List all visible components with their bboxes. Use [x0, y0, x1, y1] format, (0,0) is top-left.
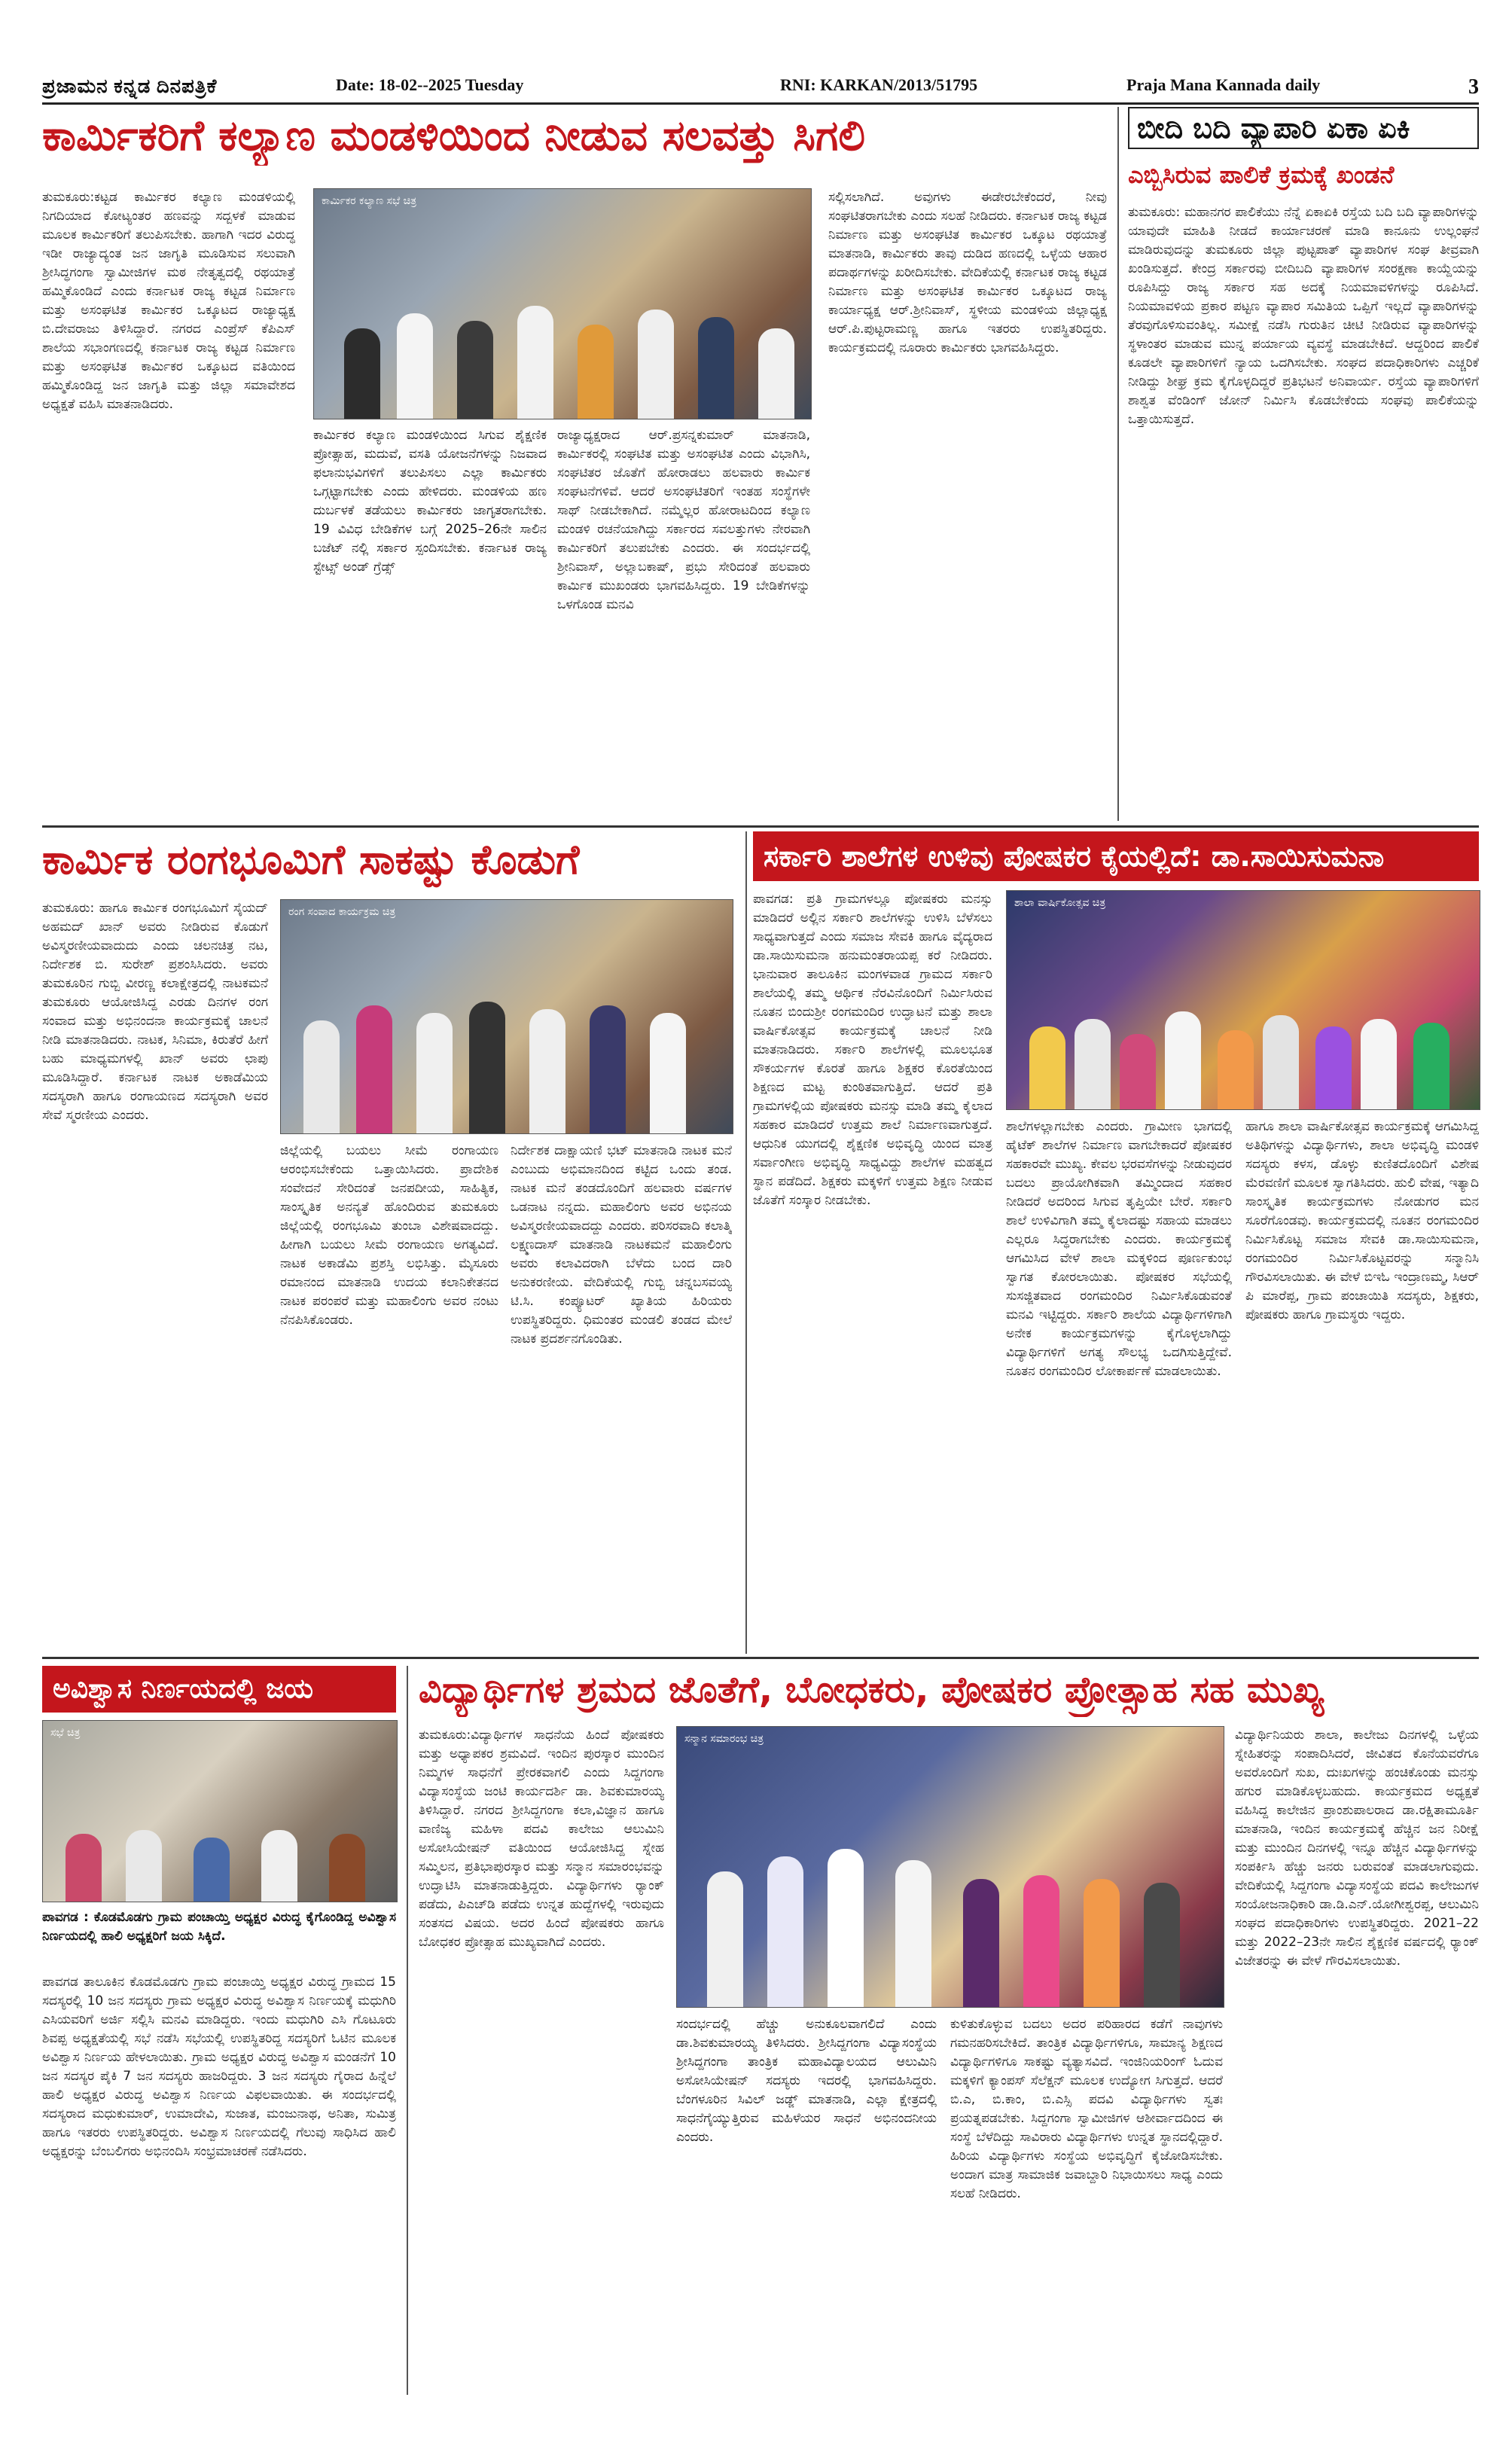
section-divider — [42, 825, 1479, 828]
story3-photo-label: ರಂಗ ಸಂವಾದ ಕಾರ್ಯಕ್ರಮ ಚಿತ್ರ — [288, 906, 396, 918]
column-divider — [745, 831, 747, 1654]
story1-photo-label: ಕಾರ್ಮಿಕರ ಕಲ್ಯಾಣ ಸಭೆ ಚಿತ್ರ — [322, 195, 417, 207]
story1-column-3: ರಾಜ್ಯಾಧ್ಯಕ್ಷರಾದ ಆರ್.ಪ್ರಸನ್ನಕುಮಾರ್ ಮಾತನಾಡಿ, ಕಾರ್ಮಿಕರಲ್ಲಿ ಸಂಘಟಿತ ಮತ್ತು ಅಸಂಘಟಿತ ಎಂದು ವಿಭಾಗಿಸಿ, ಸಂಘಟಿತರ ಜೊತೆಗೆ ಹೋರಾಡಲು ಹಲವಾರು ಕಾರ್ಮಿಕ ಸಂಘಟನೆಗಳಿವೆ. ಆದರೆ ಅಸಂಘಟಿತರಿಗೆ ಇಂತಹ ಸಂಸ್ಥೆಗಳೇ ಸಾಥ್ ನೀಡಬೇಕಾಗಿದೆ. ನಮ್ಮೆಲ್ಲರ ಹೋರಾಟದಿಂದ ಕಲ್ಯಾಣ ಮಂಡಳಿ ರಚನೆಯಾಗಿದ್ದು ಸರ್ಕಾರದ ಸವಲತ್ತುಗಳು ನೇರವಾಗಿ ಕಾರ್ಮಿಕರಿಗೆ ತಲುಪಬೇಕು ಎಂದರು. ಈ ಸಂದರ್ಭದಲ್ಲಿ ಶ್ರೀನಿವಾಸ್, ಅಲ್ಲಾಬಕಾಷ್, ಪ್ರಭು ಸೇರಿದಂತೆ ಹಲವಾರು ಕಾರ್ಮಿಕ ಮುಖಂಡರು ಭಾಗವಹಿಸಿದ್ದರು. 19 ಬೇಡಿಕೆಗಳನ್ನು ಒಳಗೊಂಡ ಮನವಿ — [557, 428, 810, 612]
story4-column-2: ಶಾಲೆಗಳಲ್ಲಾಗಬೇಕು ಎಂದರು. ಗ್ರಾಮೀಣ ಭಾಗದಲ್ಲಿ ಹೈಟೆಕ್ ಶಾಲೆಗಳ ನಿರ್ಮಾಣ ವಾಗಬೇಕಾದರೆ ಪೋಷಕರ ಸಹಕಾರವೇ ಮುಖ್ಯ. ಕೇವಲ ಭರವಸೆಗಳನ್ನು ನೀಡುವುದರ ಬದಲು ಪ್ರಾಯೋಗಿಕವಾಗಿ ತಮ್ಮಿಂದಾದ ಸಹಕಾರ ನೀಡಿದರೆ ಅದರಿಂದ ಸಿಗುವ ತೃಪ್ತಿಯೇ ಬೇರೆ. ಸರ್ಕಾರಿ ಶಾಲೆ ಉಳಿವಿಗಾಗಿ ತಮ್ಮ ಕೈಲಾದಷ್ಟು ಸಹಾಯ ಮಾಡಲು ಎಲ್ಲರೂ ಸಿದ್ಧರಾಗಬೇಕು ಎಂದರು. ಕಾರ್ಯಕ್ರಮಕ್ಕೆ ಆಗಮಿಸಿದ ವೇಳೆ ಶಾಲಾ ಮಕ್ಕಳಿಂದ ಪೂರ್ಣಕುಂಭ ಸ್ವಾಗತ ಕೋರಲಾಯಿತು. ಪೋಷಕರ ಸಭೆಯಲ್ಲಿ ಸುಸಜ್ಜಿತವಾದ ರಂಗಮಂದಿರ ನಿರ್ಮಿಸಿಕೊಡುವಂತೆ ಮನವಿ ಇಟ್ಟಿದ್ದರು. ಸರ್ಕಾರಿ ಶಾಲೆಯ ವಿದ್ಯಾರ್ಥಿಗಳಿಗಾಗಿ ಅನೇಕ ಕಾರ್ಯಕ್ರಮಗಳನ್ನು ಕೈಗೊಳ್ಳಲಾಗಿದ್ದು ವಿದ್ಯಾರ್ಥಿಗಳಿಗೆ ಅಗತ್ಯ ಸೌಲಭ್ಯ ಒದಗಿಸುತ್ತಿದ್ದೇವೆ. ನೂತನ ರಂಗಮಂದಿರ ಲೋಕಾರ್ಪಣೆ ಮಾಡಲಾಯಿತು. — [1006, 1119, 1232, 1379]
paper-name: Praja Mana Kannada daily — [1126, 75, 1321, 94]
story3-column-1: ತುಮಕೂರು: ಹಾಗೂ ಕಾರ್ಮಿಕ ರಂಗಭೂಮಿಗೆ ಸೈಯದ್ ಅಹಮದ್ ಖಾನ್ ಅವರು ನೀಡಿರುವ ಕೊಡುಗೆ ಅವಿಸ್ಮರಣೀಯವಾದುದು ಎಂದು ಚಲನಚಿತ್ರ ನಟ, ನಿರ್ದೇಶಕ ಬಿ. ಸುರೇಶ್ ಪ್ರಶಂಸಿಸಿದರು. ಅವರು ತುಮಕೂರಿನ ಗುಬ್ಬಿ ವೀರಣ್ಣ ಕಲಾಕ್ಷೇತ್ರದಲ್ಲಿ ನಾಟಕಮನೆ ತುಮಕೂರು ಆಯೋಜಿಸಿದ್ದ ಎರಡು ದಿನಗಳ ರಂಗ ಸಂವಾದ ಮತ್ತು ಅಭಿನಂದನಾ ಕಾರ್ಯಕ್ರಮಕ್ಕೆ ಚಾಲನೆ ನೀಡಿ ಮಾತನಾಡಿದರು. ನಾಟಕ, ಸಿನಿಮಾ, ಕಿರುತೆರೆ ಹೀಗೆ ಬಹು ಮಾಧ್ಯಮಗಳಲ್ಲಿ ಖಾನ್ ಅವರು ಛಾಪು ಮೂಡಿಸಿದ್ದಾರೆ. ಕರ್ನಾಟಕ ನಾಟಕ ಅಕಾಡೆಮಿಯ ಸದಸ್ಯರಾಗಿ ಹಾಗೂ ರಂಗಾಯಣದ ಸದಸ್ಯರಾಗಿ ಅವರ ಸೇವೆ ಸ್ಮರಣೀಯ ಎಂದರು. — [42, 901, 268, 1123]
column-divider — [407, 1666, 408, 2395]
story5-photo-caption: ಪಾವಗಡ : ಕೊಡಮೊಡಗು ಗ್ರಾಮ ಪಂಚಾಯ್ತಿ ಅಧ್ಯಕ್ಷರ ವಿರುದ್ಧ ಕೈಗೊಂಡಿದ್ದ ಅವಿಶ್ವಾಸ ನಿರ್ಣಯದಲ್ಲಿ ಹಾಲಿ ಅಧ್ಯಕ್ಷರಿಗೆ ಜಯ ಸಿಕ್ಕಿದೆ. — [42, 1910, 396, 1944]
story2-kicker: ಬೀದಿ ಬದಿ ವ್ಯಾಪಾರಿ ಏಕಾ ಏಕಿ — [1128, 107, 1479, 149]
section-divider — [42, 1657, 1479, 1659]
story3-column-2: ಜಿಲ್ಲೆಯಲ್ಲಿ ಬಯಲು ಸೀಮೆ ರಂಗಾಯಣ ಆರಂಭಿಸಬೇಕೆಂದು ಒತ್ತಾಯಿಸಿದರು. ಪ್ರಾದೇಶಿಕ ಸಂವೇದನೆ ಸೇರಿದಂತೆ ಜನಪದೀಯ, ಸಾಹಿತ್ಯಿಕ, ಸಾಂಸ್ಕೃತಿಕ ಅನನ್ಯತೆ ಹೊಂದಿರುವ ತುಮಕೂರು ಜಿಲ್ಲೆಯಲ್ಲಿ ರಂಗಭೂಮಿ ತುಂಬಾ ವಿಶೇಷವಾದದ್ದು. ಹೀಗಾಗಿ ಬಯಲು ಸೀಮೆ ರಂಗಾಯಣ ಅಗತ್ಯವಿದೆ. ನಾಟಕ ಅಕಾಡೆಮಿ ಪ್ರಶಸ್ತಿ ಲಭಿಸಿತ್ತು. ಮೈಸೂರು ರಮಾನಂದ ಮಾತನಾಡಿ ಉದಯ ಕಲಾನಿಕೇತನದ ನಾಟಕ ಪರಂಪರೆ ಮತ್ತು ಮಹಾಲಿಂಗು ಅವರ ನಂಟು ನೆನಪಿಸಿಕೊಂಡರು. — [280, 1143, 498, 1328]
story4-photo — [1006, 890, 1480, 1110]
story1-photo — [313, 188, 812, 419]
story4-column-3: ಹಾಗೂ ಶಾಲಾ ವಾರ್ಷಿಕೋತ್ಸವ ಕಾರ್ಯಕ್ರಮಕ್ಕೆ ಆಗಮಿಸಿದ್ದ ಅತಿಥಿಗಳನ್ನು ವಿದ್ಯಾರ್ಥಿಗಳು, ಶಾಲಾ ಅಭಿವೃದ್ಧಿ ಮಂಡಳಿ ಸದಸ್ಯರು ಕಳಸ, ಡೊಳ್ಳು ಕುಣಿತದೊಂದಿಗೆ ವಿಶೇಷ ಮೆರವಣಿಗೆ ಮೂಲಕ ಸ್ವಾಗತಿಸಿದರು. ಹುಲಿ ವೇಷ, ಇತ್ಯಾದಿ ಸಾಂಸ್ಕೃತಿಕ ಕಾರ್ಯಕ್ರಮಗಳು ನೋಡುಗರ ಮನ ಸೂರೆಗೊಂಡವು. ಕಾರ್ಯಕ್ರಮದಲ್ಲಿ ನೂತನ ರಂಗಮಂದಿರ ನಿರ್ಮಿಸಿಕೊಟ್ಟ ಸಮಾಜ ಸೇವಕಿ ಡಾ.ಸಾಯಿಸುಮನಾ, ರಂಗಮಂದಿರ ನಿರ್ಮಿಸಿಕೊಟ್ಟವರನ್ನು ಸನ್ಮಾನಿಸಿ ಗೌರವಿಸಲಾಯಿತು. ಈ ವೇಳೆ ಬಿಇಓ ಇಂದ್ರಾಣಮ್ಮ, ಸಿಆರ್ ಪಿ ಮಾರೆಪ್ಪ, ಗ್ರಾಮ ಪಂಚಾಯಿತಿ ಸದಸ್ಯರು, ಶಿಕ್ಷಕರು, ಪೋಷಕರು ಹಾಗೂ ಗ್ರಾಮಸ್ಥರು ಇದ್ದರು. — [1245, 1119, 1479, 1322]
story6-column-1: ತುಮಕೂರು:ವಿದ್ಯಾರ್ಥಿಗಳ ಸಾಧನೆಯ ಹಿಂದೆ ಪೋಷಕರು ಮತ್ತು ಅಧ್ಯಾಪಕರ ಶ್ರಮವಿದೆ. ಇಂದಿನ ಪುರಸ್ಕಾರ ಮುಂದಿನ ನಿಮ್ಮಗಳ ಸಾಧನೆಗೆ ಪ್ರೇರಕವಾಗಲಿ ಎಂದು ಸಿದ್ದಗಂಗಾ ವಿದ್ಯಾಸಂಸ್ಥೆಯ ಜಂಟಿ ಕಾರ್ಯದರ್ಶಿ ಡಾ. ಶಿವಕುಮಾರಯ್ಯ ತಿಳಿಸಿದ್ದಾರೆ. ನಗರದ ಶ್ರೀಸಿದ್ದಗಂಗಾ ಕಲಾ,ವಿಜ್ಞಾನ ಹಾಗೂ ವಾಣಿಜ್ಯ ಮಹಿಳಾ ಪದವಿ ಕಾಲೇಜು ಆಲುಮಿನಿ ಅಸೋಸಿಯೇಷನ್ ವತಿಯಿಂದ ಆಯೋಜಿಸಿದ್ದ ಸ್ನೇಹ ಸಮ್ಮಿಲನ, ಪ್ರತಿಭಾಪುರಸ್ಕಾರ ಮತ್ತು ಸನ್ಮಾನ ಸಮಾರಂಭವನ್ನು ಉದ್ಘಾಟಿಸಿ ಮಾತನಾಡುತ್ತಿದ್ದರು. ವಿದ್ಯಾರ್ಥಿಗಳು ರ್‍ಯಾಂಕ್ ಪಡೆದು, ಪಿಎಚ್‌ಡಿ ಪಡೆದು ಉನ್ನತ ಹುದ್ದೆಗಳಲ್ಲಿ ಇರುವುದು ಸಂತಸದ ವಿಷಯ. ಅದರ ಹಿಂದೆ ಪೋಷಕರು ಹಾಗೂ ಬೋಧಕರ ಪ್ರೋತ್ಸಾಹ ಮುಖ್ಯವಾಗಿದೆ ಎಂದರು. — [419, 1728, 664, 1950]
column-divider — [1117, 107, 1119, 821]
story6-headline: ವಿದ್ಯಾರ್ಥಿಗಳ ಶ್ರಮದ ಜೊತೆಗೆ, ಬೋಧಕರು, ಪೋಷಕರ ಪ್ರೋತ್ಸಾಹ ಸಹ ಮುಖ್ಯ — [419, 1669, 1325, 1711]
story3-headline: ಕಾರ್ಮಿಕ ರಂಗಭೂಮಿಗೆ ಸಾಕಷ್ಟು ಕೊಡುಗೆ — [42, 836, 580, 883]
story5-body: ಪಾವಗಡ ತಾಲೂಕಿನ ಕೊಡಮೊಡಗು ಗ್ರಾಮ ಪಂಚಾಯ್ತಿ ಅಧ್ಯಕ್ಷರ ವಿರುದ್ಧ ಗ್ರಾಮದ 15 ಸದಸ್ಯರಲ್ಲಿ 10 ಜನ ಸದಸ್ಯರು ಗ್ರಾಮ ಅಧ್ಯಕ್ಷರ ವಿರುದ್ಧ ಅವಿಶ್ವಾಸ ನಿರ್ಣಯಕ್ಕೆ ಮಧುಗಿರಿ ಎಸಿಯವರಿಗೆ ಅರ್ಜಿ ಸಲ್ಲಿಸಿ ಮನವಿ ಮಾಡಿದ್ದರು. ಇಂದು ಮಧುಗಿರಿ ಎಸಿ ಗೊಟೂರು ಶಿವಪ್ಪ ಅಧ್ಯಕ್ಷತೆಯಲ್ಲಿ ಸಭೆ ನಡೆಸಿ ಸಭೆಯಲ್ಲಿ ಉಪಸ್ಥಿತರಿದ್ದ ಸದಸ್ಯರಿಗೆ ಓಟಿನ ಮೂಲಕ ಅವಿಶ್ವಾಸ ನಿರ್ಣಯ ಹೇಳಲಾಯಿತು. ಗ್ರಾಮ ಅಧ್ಯಕ್ಷರ ವಿರುದ್ಧ ಅವಿಶ್ವಾಸ ಮಂಡನೆಗೆ 10 ಜನ ಸದಸ್ಯರ ಪೈಕಿ 7 ಜನ ಸದಸ್ಯರು ಹಾಜರಿದ್ದರು. 3 ಜನ ಸದಸ್ಯರು ಗೈರಾದ ಹಿನ್ನೆಲೆ ಹಾಲಿ ಅಧ್ಯಕ್ಷರ ವಿರುದ್ಧ ಅವಿಶ್ವಾಸ ನಿರ್ಣಯ ವಿಫಲವಾಯಿತು. ಈ ಸಂದರ್ಭದಲ್ಲಿ ಸದಸ್ಯರಾದ ಮಧುಕುಮಾರ್, ಉಮಾದೇವಿ, ಸುಜಾತ, ಮಂಜುನಾಥ, ಅನಿತಾ, ಸುಮಿತ್ರ ಹಾಗೂ ಇತರರು ಉಪಸ್ಥಿತರಿದ್ದರು. ಅವಿಶ್ವಾಸ ನಿರ್ಣಯದಲ್ಲಿ ಗೆಲುವು ಸಾಧಿಸಿದ ಹಾಲಿ ಅಧ್ಯಕ್ಷರನ್ನು ಬೆಂಬಲಿಗರು ಅಭಿನಂದಿಸಿ ಸಂಭ್ರಮಾಚರಣೆ ನಡೆಸಿದರು. — [42, 1975, 396, 2159]
story1-photo-caption: ಕಾರ್ಮಿಕರ ಕಲ್ಯಾಣ ಮಂಡಳಿಯಿಂದ ಸಿಗುವ ಶೈಕ್ಷಣಿಕ ಪ್ರೋತ್ಸಾಹ, ಮದುವೆ, ವಸತಿ ಯೋಜನೆಗಳನ್ನು ನಿಜವಾದ ಫಲಾನುಭವಿಗಳಿಗೆ ತಲುಪಿಸಲು ಎಲ್ಲಾ ಕಾರ್ಮಿಕರು ಒಗ್ಗಟ್ಟಾಗಬೇಕು ಎಂದು ಹೇಳಿದರು. ಮಂಡಳಿಯ ಹಣ ದುರ್ಬಳಕೆ ತಡೆಯಲು ಕಾರ್ಮಿಕರು ಜಾಗೃತರಾಗಬೇಕು. 19 ವಿವಿಧ ಬೇಡಿಕೆಗಳ ಬಗ್ಗೆ 2025–26ನೇ ಸಾಲಿನ ಬಜೆಟ್ ನಲ್ಲಿ ಸರ್ಕಾರ ಸ್ಪಂದಿಸಬೇಕು. ಕರ್ನಾಟಕ ರಾಜ್ಯ ಸ್ಟೇಟ್ಸ್ ಅಂಡ್ ಗ್ರೆಡ್ಸ್ — [313, 428, 547, 575]
story2-body: ತುಮಕೂರು: ಮಹಾನಗರ ಪಾಲಿಕೆಯು ನೆನ್ನೆ ಏಕಾಏಕಿ ರಸ್ತೆಯ ಬದಿ ಬದಿ ವ್ಯಾಪಾರಿಗಳನ್ನು ಯಾವುದೇ ಮಾಹಿತಿ ನೀಡದೆ ಕಾರ್ಯಾಚರಣೆ ಮಾಡಿ ಕಾನೂನು ಉಲ್ಲಂಘನೆ ಮಾಡಿರುವುದನ್ನು ತುಮಕೂರು ಜಿಲ್ಲಾ ಪುಟ್ಟಪಾತ್ ವ್ಯಾಪಾರಿಗಳ ಸಂಘ ತೀವ್ರವಾಗಿ ಖಂಡಿಸುತ್ತದೆ. ಕೇಂದ್ರ ಸರ್ಕಾರವು ಬೀದಿಬದಿ ವ್ಯಾಪಾರಿಗಳ ಸಂರಕ್ಷಣಾ ಕಾಯ್ದೆಯನ್ನು ರೂಪಿಸಿದ್ದು ರಾಜ್ಯ ಸರ್ಕಾರ ಸಹ ಅದಕ್ಕೆ ನಿಯಮಾವಳಿಗಳನ್ನು ರೂಪಿಸಿದೆ. ನಿಯಮಾವಳಿಯ ಪ್ರಕಾರ ಪಟ್ಟಣ ವ್ಯಾಪಾರ ಸಮಿತಿಯ ಒಪ್ಪಿಗೆ ಇಲ್ಲದೆ ವ್ಯಾಪಾರಿಗಳನ್ನು ತೆರವುಗೊಳಿಸುವಂತಿಲ್ಲ. ಸಮೀಕ್ಷೆ ನಡೆಸಿ ಗುರುತಿನ ಚೀಟಿ ನೀಡಿರುವ ವ್ಯಾಪಾರಿಗಳನ್ನು ಸ್ಥಳಾಂತರ ಮಾಡುವ ಮುನ್ನ ಪರ್ಯಾಯ ವ್ಯವಸ್ಥೆ ಮಾಡಬೇಕಿದೆ. ಆದ್ದರಿಂದ ಪಾಲಿಕೆ ಕೂಡಲೇ ವ್ಯಾಪಾರಿಗಳಿಗೆ ನ್ಯಾಯ ಒದಗಿಸಬೇಕು. ಸಂಘದ ಪದಾಧಿಕಾರಿಗಳು ಎಚ್ಚರಿಕೆ ನೀಡಿದ್ದು ಶೀಘ್ರ ಕ್ರಮ ಕೈಗೊಳ್ಳದಿದ್ದರೆ ಪ್ರತಿಭಟನೆ ಅನಿವಾರ್ಯ. ರಸ್ತೆಯ ವ್ಯಾಪಾರಿಗಳಿಗೆ ಶಾಶ್ವತ ವೆಂಡಿಂಗ್ ಜೋನ್ ನಿರ್ಮಿಸಿ ಕೊಡಬೇಕೆಂದು ಸಂಘವು ಪಾಲಿಕೆಯನ್ನು ಒತ್ತಾಯಿಸುತ್ತದೆ. — [1128, 205, 1479, 427]
story6-photo — [676, 1726, 1224, 2008]
story2-headline: ಎಬ್ಬಿಸಿರುವ ಪಾಲಿಕೆ ಕ್ರಮಕ್ಕೆ ಖಂಡನೆ — [1128, 160, 1395, 189]
newspaper-logo: ಪ್ರಜಾಮನ ಕನ್ನಡ ದಿನಪತ್ರಿಕೆ — [42, 75, 218, 97]
masthead — [42, 72, 1479, 105]
story4-headline: ಸರ್ಕಾರಿ ಶಾಲೆಗಳ ಉಳಿವು ಪೋಷಕರ ಕೈಯಲ್ಲಿದೆ: ಡಾ.ಸಾಯಿಸುಮನಾ — [753, 831, 1479, 881]
story3-column-3: ನಿರ್ದೇಶಕ ದಾಕ್ಷಾಯಣಿ ಭಟ್ ಮಾತನಾಡಿ ನಾಟಕ ಮನೆ ಎಂಬುದು ಅಭಿಮಾನದಿಂದ ಕಟ್ಟಿದ ಒಂದು ತಂಡ. ನಾಟಕ ಮನೆ ತಂಡದೊಂದಿಗೆ ಹಲವಾರು ವರ್ಷಗಳ ಒಡನಾಟ ನನ್ನದು. ಮಹಾಲಿಂಗು ಅವರ ಅಭಿನಯ ಅವಿಸ್ಮರಣೀಯವಾದದ್ದು ಎಂದರು. ಪರಿಸರವಾದಿ ಕಲಾತ್ಮಿ ಲಕ್ಷ್ಮಣದಾಸ್ ಮಾತನಾಡಿ ನಾಟಕಮನೆ ಮಹಾಲಿಂಗು ಅವರು ಕಲಾವಿದರಾಗಿ ಬೆಳೆದು ಬಂದ ದಾರಿ ಅನುಕರಣೀಯ. ವೇದಿಕೆಯಲ್ಲಿ ಗುಬ್ಬಿ ಚನ್ನಬಸವಯ್ಯ ಟಿ.ಸಿ. ಕಂಪ್ಯೂಟರ್ ಖ್ಯಾತಿಯ ಹಿರಿಯರು ಉಪಸ್ಥಿತರಿದ್ದರು. ಧಿಮಂತರ ಮಂಡಲಿ ತಂಡದ ಮೇಲೆ ನಾಟಕ ಪ್ರದರ್ಶನಗೊಂಡಿತು. — [511, 1143, 732, 1347]
story1-column-4: ಸಲ್ಲಿಸಲಾಗಿದೆ. ಅವುಗಳು ಈಡೇರಬೇಕೆಂದರೆ, ನೀವು ಸಂಘಟಿತರಾಗಬೇಕು ಎಂದು ಸಲಹೆ ನೀಡಿದರು. ಕರ್ನಾಟಕ ರಾಜ್ಯ ಕಟ್ಟಡ ನಿರ್ಮಾಣ ಮತ್ತು ಅಸಂಘಟಿತ ಕಾರ್ಮಿಕರ ಒಕ್ಕೂಟ ರಥಯಾತ್ರೆ ಮಾತನಾಡಿ, ಕಾರ್ಮಿಕರು ತಾವು ದುಡಿದ ಹಣದಲ್ಲಿ ಒಳ್ಳೆಯ ಆಹಾರ ಪದಾರ್ಥಗಳನ್ನು ಖರೀದಿಸಬೇಕು. ವೇದಿಕೆಯಲ್ಲಿ ಕರ್ನಾಟಕ ರಾಜ್ಯ ಕಟ್ಟಡ ನಿರ್ಮಾಣ ಮತ್ತು ಅಸಂಘಟಿತ ಕಾರ್ಮಿಕರ ಒಕ್ಕೂಟದ ರಾಜ್ಯ ಕಾರ್ಯಾಧ್ಯಕ್ಷ ಆರ್.ಶ್ರೀನಿವಾಸ್, ಸ್ಥಳೀಯ ಮಂಡಳಿಯ ಜಿಲ್ಲಾಧ್ಯಕ್ಷ ಆರ್.ಪಿ.ಪುಟ್ಟರಾಮಣ್ಣ ಹಾಗೂ ಇತರರು ಉಪಸ್ಥಿತರಿದ್ದರು. ಕಾರ್ಯಕ್ರಮದಲ್ಲಿ ನೂರಾರು ಕಾರ್ಮಿಕರು ಭಾಗವಹಿಸಿದ್ದರು. — [828, 190, 1107, 355]
page-number: 3 — [1468, 75, 1479, 99]
story6-column-3: ಕುಳಿತುಕೊಳ್ಳುವ ಬದಲು ಅದರ ಪರಿಹಾರದ ಕಡೆಗೆ ನಾವುಗಳು ಗಮನಹರಿಸಬೇಕಿದೆ. ತಾಂತ್ರಿಕ ವಿದ್ಯಾರ್ಥಿಗಳಿಗೂ, ಸಾಮಾನ್ಯ ಶಿಕ್ಷಣದ ವಿದ್ಯಾರ್ಥಿಗಳಿಗೂ ಸಾಕಷ್ಟು ವ್ಯತ್ಯಾಸವಿದೆ. ಇಂಜಿನಿಯರಿಂಗ್ ಓದುವ ಮಕ್ಕಳಿಗೆ ಕ್ಯಾಂಪಸ್ ಸೆಲೆಕ್ಷನ್ ಮೂಲಕ ಉದ್ಯೋಗ ಸಿಗುತ್ತದೆ. ಆದರೆ ಬಿ.ಎ, ಬಿ.ಕಾಂ, ಬಿ.ಎಸ್ಸಿ ಪದವಿ ವಿದ್ಯಾರ್ಥಿಗಳು ಸ್ವತಃ ಪ್ರಯತ್ನಪಡಬೇಕು. ಸಿದ್ದಗಂಗಾ ಸ್ವಾಮೀಜಿಗಳ ಆಶೀರ್ವಾದದಿಂದ ಈ ಸಂಸ್ಥೆ ಬೆಳೆದಿದ್ದು ಸಾವಿರಾರು ವಿದ್ಯಾರ್ಥಿಗಳು ಉನ್ನತ ಸ್ಥಾನದಲ್ಲಿದ್ದಾರೆ. ಹಿರಿಯ ವಿದ್ಯಾರ್ಥಿಗಳು ಸಂಸ್ಥೆಯ ಅಭಿವೃದ್ಧಿಗೆ ಕೈಜೋಡಿಸಬೇಕು. ಅಂದಾಗ ಮಾತ್ರ ಸಾಮಾಜಿಕ ಜವಾಬ್ದಾರಿ ನಿಭಾಯಿಸಲು ಸಾಧ್ಯ ಎಂದು ಸಲಹೆ ನೀಡಿದರು. — [950, 2017, 1223, 2201]
story5-headline: ಅವಿಶ್ವಾಸ ನಿರ್ಣಯದಲ್ಲಿ ಜಯ — [42, 1666, 396, 1713]
issue-date: Date: 18-02--2025 Tuesday — [336, 75, 524, 94]
story6-photo-caption: ಸಂದರ್ಭದಲ್ಲಿ ಹೆಚ್ಚು ಅನುಕೂಲವಾಗಲಿದೆ ಎಂದು ಡಾ.ಶಿವಕುಮಾರಯ್ಯ ತಿಳಿಸಿದರು. ಶ್ರೀಸಿದ್ದಗಂಗಾ ವಿದ್ಯಾಸಂಸ್ಥೆಯ ಶ್ರೀಸಿದ್ದಗಂಗಾ ತಾಂತ್ರಿಕ ಮಹಾವಿದ್ಯಾಲಯದ ಆಲುಮಿನಿ ಅಸೋಸಿಯೇಷನ್ ಸದಸ್ಯರು ಇದರಲ್ಲಿ ಭಾಗವಹಿಸಿದ್ದರು. ಬೆಂಗಳೂರಿನ ಸಿವಿಲ್ ಜಡ್ಜ್ ಮಾತನಾಡಿ, ಎಲ್ಲಾ ಕ್ಷೇತ್ರದಲ್ಲಿ ಸಾಧನೆಗೈಯ್ಯುತ್ತಿರುವ ಮಹಿಳೆಯರ ಸಾಧನೆ ಅಭಿನಂದನೀಯ ಎಂದರು. — [676, 2017, 937, 2145]
story4-photo-label: ಶಾಲಾ ವಾರ್ಷಿಕೋತ್ಸವ ಚಿತ್ರ — [1014, 897, 1106, 909]
story5-photo-label: ಸಭೆ ಚಿತ್ರ — [50, 1727, 81, 1739]
story6-column-4: ವಿದ್ಯಾರ್ಥಿನಿಯರು ಶಾಲಾ, ಕಾಲೇಜು ದಿನಗಳಲ್ಲಿ ಒಳ್ಳೆಯ ಸ್ನೇಹಿತರನ್ನು ಸಂಪಾದಿಸಿದರೆ, ಜೀವಿತದ ಕೊನೆಯವರೆಗೂ ಅವರೊಂದಿಗೆ ಸುಖ, ದುಃಖಗಳನ್ನು ಹಂಚಿಕೊಂಡು ಮನಸ್ಸು ಹಗುರ ಮಾಡಿಕೊಳ್ಳಬಹುದು. ಕಾರ್ಯಕ್ರಮದ ಅಧ್ಯಕ್ಷತೆ ವಹಿಸಿದ್ದ ಕಾಲೇಜಿನ ಪ್ರಾಂಶುಪಾಲರಾದ ಡಾ.ರಕ್ಷಿತಾಮೂರ್ತಿ ಮಾತನಾಡಿ, ಇಂದಿನ ಕಾರ್ಯಕ್ರಮಕ್ಕೆ ಹೆಚ್ಚಿನ ಜನ ನಿರೀಕ್ಷೆ ಮತ್ತು ಮುಂದಿನ ದಿನಗಳಲ್ಲಿ ಇನ್ನೂ ಹೆಚ್ಚಿನ ವಿದ್ಯಾರ್ಥಿಗಳನ್ನು ಸಂಪರ್ಕಿಸಿ ಹೆಚ್ಚು ಜನರು ಬರುವಂತೆ ಮಾಡಲಾಗುವುದು. ವೇದಿಕೆಯಲ್ಲಿ ಸಿದ್ದಗಂಗಾ ವಿದ್ಯಾಸಂಸ್ಥೆಯ ಪದವಿ ಕಾಲೇಜುಗಳ ಸಂಯೋಜನಾಧಿಕಾರಿ ಡಾ.ಡಿ.ಎನ್.ಯೋಗೀಶ್ವರಪ್ಪ, ಆಲುಮಿನಿ ಸಂಘದ ಪದಾಧಿಕಾರಿಗಳು ಉಪಸ್ಥಿತರಿದ್ದರು. 2021–22 ಮತ್ತು 2022–23ನೇ ಸಾಲಿನ ಶೈಕ್ಷಣಿಕ ವರ್ಷದಲ್ಲಿ ರ್‍ಯಾಂಕ್ ವಿಜೇತರನ್ನು ಈ ವೇಳೆ ಗೌರವಿಸಲಾಯಿತು. — [1235, 1728, 1479, 1969]
rni-number: RNI: KARKAN/2013/51795 — [780, 75, 978, 94]
story3-photo — [280, 899, 733, 1134]
story5-photo — [42, 1720, 398, 1902]
story1-column-1: ತುಮಕೂರು:ಕಟ್ಟಡ ಕಾರ್ಮಿಕರ ಕಲ್ಯಾಣ ಮಂಡಳಿಯಲ್ಲಿ ನಿಗದಿಯಾದ ಕೋಟ್ಯಂತರ ಹಣವನ್ನು ಸದ್ಬಳಕೆ ಮಾಡುವ ಮೂಲಕ ಕಾರ್ಮಿಕರಿಗೆ ತಲುಪಿಸಬೇಕು. ಹಾಗಾಗಿ ಇದರ ವಿರುದ್ಧ ಇಡೀ ರಾಜ್ಯಾದ್ಯಂತ ಜನ ಜಾಗೃತಿ ಮೂಡಿಸುವ ಸಲುವಾಗಿ ಶ್ರೀಸಿದ್ಧಗಂಗಾ ಸ್ವಾಮೀಜಿಗಳ ಮಠ ನೇತೃತ್ವದಲ್ಲಿ ರಥಯಾತ್ರೆ ಹಮ್ಮಿಕೊಂಡಿದೆ ಎಂದು ಕರ್ನಾಟಕ ರಾಜ್ಯ ಕಟ್ಟಡ ನಿರ್ಮಾಣ ಮತ್ತು ಅಸಂಘಟಿತ ಕಾರ್ಮಿಕರ ಒಕ್ಕೂಟದ ರಾಜ್ಯಾಧ್ಯಕ್ಷ ಬಿ.ದೇವರಾಜು ತಿಳಿಸಿದ್ದಾರೆ. ನಗರದ ಎಂಪ್ರೆಸ್ ಕೆಪಿಎಸ್ ಶಾಲೆಯ ಸಭಾಂಗಣದಲ್ಲಿ ಕರ್ನಾಟಕ ರಾಜ್ಯ ಕಟ್ಟಡ ನಿರ್ಮಾಣ ಮತ್ತು ಅಸಂಘಟಿತ ಕಾರ್ಮಿಕರ ಒಕ್ಕೂಟದ ವತಿಯಿಂದ ಹಮ್ಮಿಕೊಂಡಿದ್ದ ಜನ ಜಾಗೃತಿ ಮತ್ತು ಜಿಲ್ಲಾ ಸಮಾವೇಶದ ಅಧ್ಯಕ್ಷತೆ ವಹಿಸಿ ಮಾತನಾಡಿದರು. — [42, 190, 295, 412]
story6-photo-label: ಸನ್ಮಾನ ಸಮಾರಂಭ ಚಿತ್ರ — [684, 1733, 764, 1745]
story4-column-1: ಪಾವಗಡ: ಪ್ರತಿ ಗ್ರಾಮಗಳಲ್ಲೂ ಪೋಷಕರು ಮನಸ್ಸು ಮಾಡಿದರೆ ಅಲ್ಲಿನ ಸರ್ಕಾರಿ ಶಾಲೆಗಳನ್ನು ಉಳಿಸಿ ಬೆಳೆಸಲು ಸಾಧ್ಯವಾಗುತ್ತದೆ ಎಂದು ಸಮಾಜ ಸೇವಕಿ ಹಾಗೂ ವೈದ್ಯರಾದ ಡಾ.ಸಾಯಿಸುಮನಾ ಹನುಮಂತರಾಯಪ್ಪ ಕರೆ ನೀಡಿದರು. ಭಾನುವಾರ ತಾಲೂಕಿನ ಮಂಗಳವಾಡ ಗ್ರಾಮದ ಸರ್ಕಾರಿ ಶಾಲೆಯಲ್ಲಿ ತಮ್ಮ ಆರ್ಥಿಕ ನೆರವಿನೊಂದಿಗೆ ನಿರ್ಮಿಸಿರುವ ನೂತನ ಬಿಂದುಶ್ರೀ ರಂಗಮಂದಿರ ಉದ್ಘಾಟನೆ ಮತ್ತು ಶಾಲಾ ವಾರ್ಷಿಕೋತ್ಸವ ಕಾರ್ಯಕ್ರಮಕ್ಕೆ ಚಾಲನೆ ನೀಡಿ ಮಾತನಾಡಿದರು. ಸರ್ಕಾರಿ ಶಾಲೆಗಳಲ್ಲಿ ಮೂಲಭೂತ ಸೌಕರ್ಯಗಳ ಕೊರತೆ ಹಾಗೂ ಶಿಕ್ಷಕರ ಕೊರತೆಯಿಂದ ಶಿಕ್ಷಣದ ಮಟ್ಟ ಕುಂಠಿತವಾಗುತ್ತಿದೆ. ಆದರೆ ಪ್ರತಿ ಗ್ರಾಮಗಳಲ್ಲಿಯ ಪೋಷಕರು ಮನಸ್ಸು ಮಾಡಿ ತಮ್ಮ ಕೈಲಾದ ಸಹಕಾರ ಮಾಡಿದರೆ ಉತ್ತಮ ಶಾಲೆ ನಿರ್ಮಾಣವಾಗುತ್ತದೆ. ಆಧುನಿಕ ಯುಗದಲ್ಲಿ ಶೈಕ್ಷಣಿಕ ಅಭಿವೃದ್ಧಿ ಯಿಂದ ಮಾತ್ರ ಸರ್ವಾಂಗೀಣ ಅಭಿವೃದ್ಧಿ ಸಾಧ್ಯವಿದ್ದು ಶಾಲೆಗಳ ಮಹತ್ವದ ಸ್ಥಾನ ಪಡೆದಿದೆ. ಶಿಕ್ಷಕರು ಮಕ್ಕಳಿಗೆ ಉತ್ತಮ ಶಿಕ್ಷಣ ನೀಡುವ ಜೊತೆಗೆ ಸಂಸ್ಕಾರ ನೀಡಬೇಕು. — [753, 892, 992, 1208]
story1-headline: ಕಾರ್ಮಿಕರಿಗೆ ಕಲ್ಯಾಣ ಮಂಡಳಿಯಿಂದ ನೀಡುವ ಸಲವತ್ತು ಸಿಗಲಿ — [42, 111, 865, 160]
